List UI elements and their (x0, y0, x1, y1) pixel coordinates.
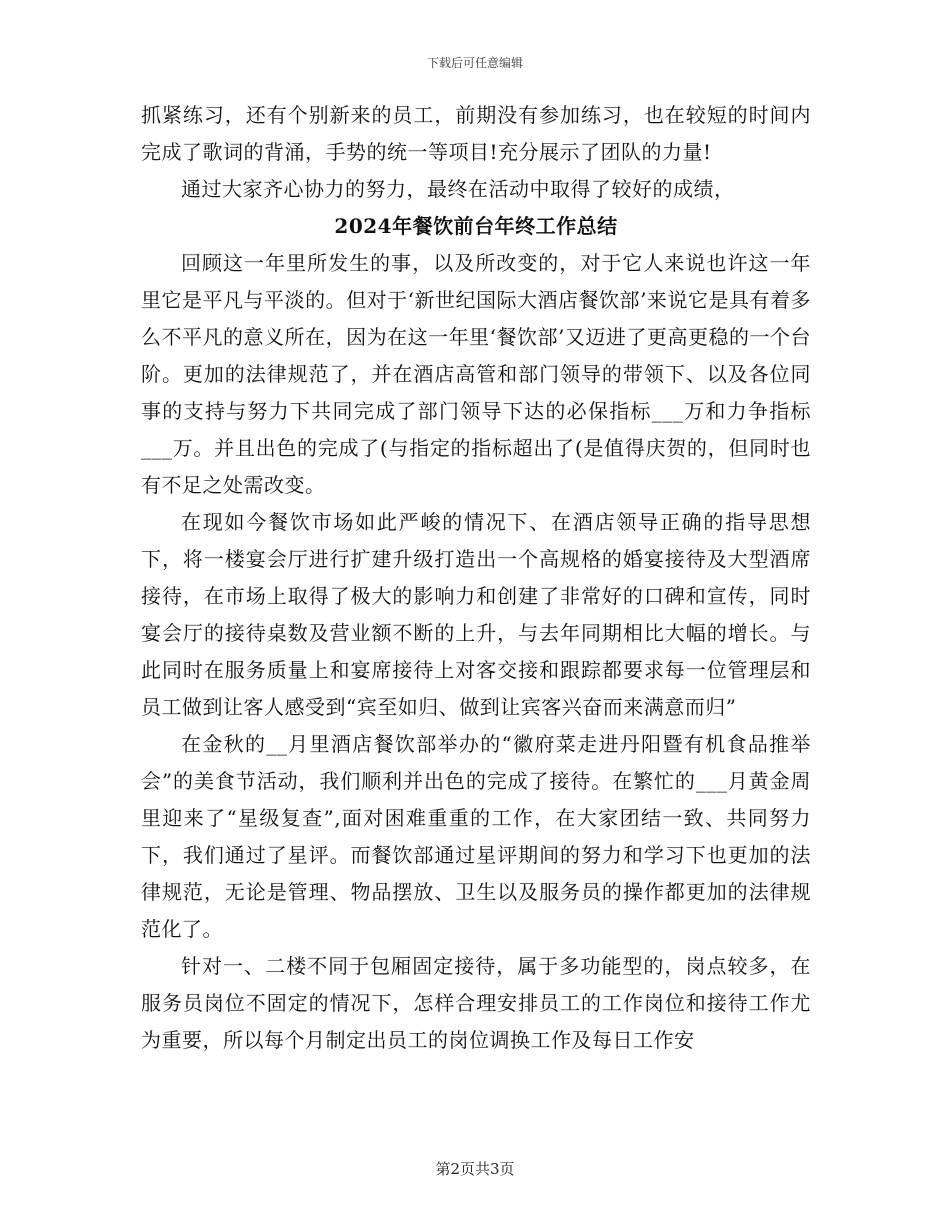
page-number: 第2页共3页 (435, 1160, 515, 1178)
paragraph-food-festival: 在金秋的__月里酒店餐饮部举办的“徽府菜走进丹阳暨有机食品推举会”的美食节活动，我们顺利并出色的完成了接待。在繁忙的___月黄金周里迎来了“星级复查”,面对困难重重的工作，在大家团结一致、共同努力下，我们通过了星评。而餐饮部通过星评期间的努力和学习下也更加的法律规范，无论是管理、物品摆放、卫生以及服务员的操作都更加的法律规范化了。 (141, 732, 811, 941)
paragraph-market: 在现如今餐饮市场如此严峻的情况下、在酒店领导正确的指导思想下，将一楼宴会厅进行扩建升级打造出一个高规格的婚宴接待及大型酒席接待，在市场上取得了极大的影响力和创建了非常好的口碑和宣传，同时宴会厅的接待桌数及营业额不断的上升，与去年同期相比大幅的增长。与此同时在服务质量上和宴席接待上对客交接和跟踪都要求每一位管理层和员工做到让客人感受到“宾至如归、做到让宾客兴奋而来满意而归” (141, 510, 811, 719)
document-title: 2024年餐饮前台年终工作总结 (334, 214, 618, 238)
page-header-note: 下载后可任意编辑 (426, 56, 523, 70)
paragraph-floor-arrangement: 针对一、二楼不同于包厢固定接待，属于多功能型的，岗点较多，在服务员岗位不固定的情况下，怎样合理安排员工的工作岗位和接待工作尤为重要，所以每个月制定出员工的岗位调换工作及每日工作安 (141, 954, 811, 1052)
paragraph-result: 通过大家齐心协力的努力，最终在活动中取得了较好的成绩， (181, 177, 735, 201)
document-body (141, 97, 811, 1059)
paragraph-continued: 抓紧练习，还有个别新来的员工，前期没有参加练习，也在较短的时间内完成了歌词的背涌，手势的统一等项目!充分展示了团队的力量! (141, 103, 811, 164)
paragraph-review: 回顾这一年里所发生的事，以及所改变的，对于它人来说也许这一年里它是平凡与平淡的。但对于‘新世纪国际大酒店餐饮部’来说它是具有着多么不平凡的意义所在，因为在这一年里‘餐饮部’又迈进了更高更稳的一个台阶。更加的法律规范了，并在酒店高管和部门领导的带领下、以及各位同事的支持与努力下共同完成了部门领导下达的必保指标___万和力争指标___万。并且出色的完成了(与指定的指标超出了(是值得庆贺的，但同时也有不足之处需改变。 (141, 251, 811, 497)
